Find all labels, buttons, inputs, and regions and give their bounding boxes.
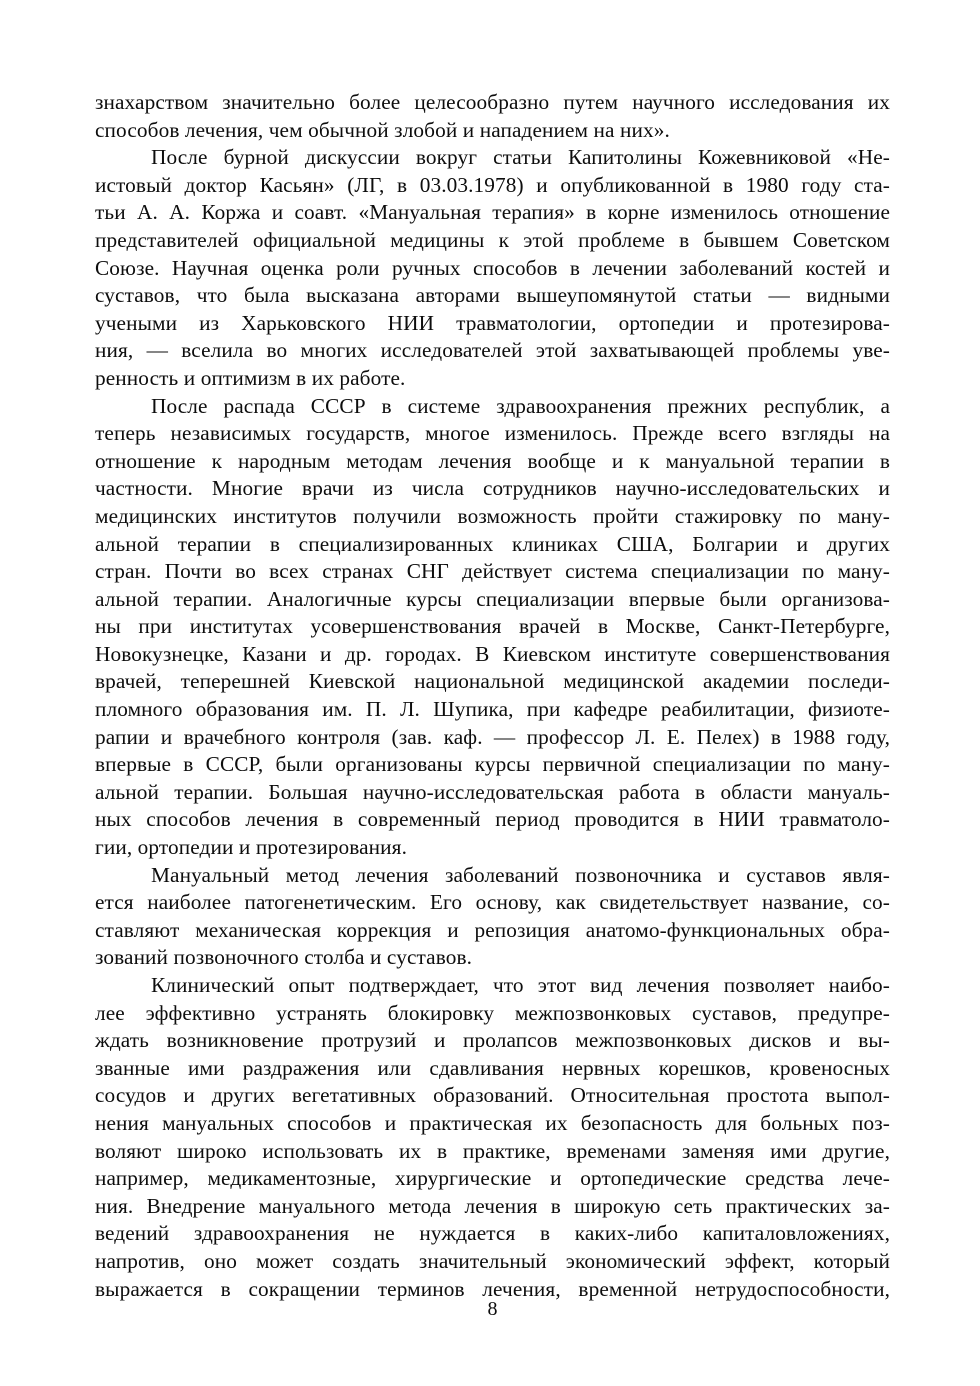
paragraph	[95, 972, 890, 1303]
text-line: ны при институтах усовершенствования врачей в Москве, Санкт-Петербурге,	[95, 614, 890, 639]
text-line: частности. Многие врачи из числа сотрудников научно-исследовательских и	[95, 476, 890, 501]
text-line: нения мануальных способов и практическая их безопасность для больных поз-	[95, 1110, 890, 1135]
text-line: Новокузнецке, Казани и др. городах. В Киевском институте совершенствования	[95, 641, 890, 666]
text-line: врачей, теперешней Киевской национальной медицинской академии последи-	[95, 669, 890, 694]
text-line: тьи А. А. Коржа и соавт. «Мануальная терапия» в корне изменилось отношение	[95, 200, 890, 225]
text-line: альной терапии в специализированных клиниках США, Болгарии и других	[95, 531, 890, 556]
text-line: ведений здравоохранения не нуждается в каких-либо капиталовложениях,	[95, 1221, 890, 1246]
text-line: ренность и оптимизм в их работе.	[95, 365, 406, 390]
text-line: Клинический опыт подтверждает, что этот вид лечения позволяет наибо-	[151, 973, 890, 997]
text-line: гии, ортопедии и протезирования.	[95, 835, 407, 860]
paragraph	[95, 393, 890, 862]
text-line: суставов, что была высказана авторами вышеупомянутой статьи — видными	[95, 283, 890, 308]
text-line: истовый доктор Касьян» (ЛГ, в 03.03.1978) и опубликованной в 1980 году ста-	[95, 172, 890, 197]
text-line: ждать возникновение протрузий и пролапсов межпозвонковых дисков и вы-	[95, 1028, 890, 1053]
text-line: альной терапии. Большая научно-исследовательская работа в области мануаль-	[95, 779, 890, 804]
text-line: зований позвоночного столба и суставов.	[95, 945, 473, 970]
text-line: альной терапии. Аналогичные курсы специализации впервые были организова-	[95, 586, 890, 611]
text-line: сосудов и других вегетативных образований. Относительная простота выпол-	[95, 1083, 890, 1108]
page-number: 8	[487, 1298, 498, 1320]
text-line: стран. Почти во всех странах СНГ действует система специализации по ману-	[95, 559, 890, 584]
text-line: Мануальный метод лечения заболеваний позвоночника и суставов явля-	[151, 862, 890, 887]
text-line: отношение к народным методам лечения вообще и к мануальной терапии в	[95, 448, 890, 473]
text-line: пломного образования им. П. Л. Шупика, при кафедре реабилитации, физиоте-	[95, 697, 890, 722]
text-line: После бурной дискуссии вокруг статьи Капитолины Кожевниковой «Не-	[151, 145, 890, 170]
paragraph	[95, 89, 890, 144]
text-line: например, медикаментозные, хирургические и ортопедические средства лече-	[95, 1166, 890, 1191]
text-line: теперь независимых государств, многое изменилось. Прежде всего взгляды на	[95, 421, 890, 446]
text-line: представителей официальной медицины к этой проблеме в бывшем Советском	[95, 227, 890, 252]
text-line: рапии и врачебного контроля (зав. каф. — профессор Л. Е. Пелех) в 1988 году,	[95, 724, 890, 749]
text-line: званные ими раздражения или сдавливания нервных корешков, кровеносных	[95, 1055, 890, 1080]
text-line: После распада СССР в системе здравоохранения прежних республик, а	[151, 393, 890, 418]
text-line: ется наиболее патогенетическим. Его основу, как свидетельствует название, со-	[95, 890, 890, 915]
text-line: учеными из Харьковского НИИ травматологии, ортопедии и протезирова-	[95, 310, 890, 335]
text-line: ния, — вселила во многих исследователей этой захватывающей проблемы уве-	[95, 338, 890, 363]
text-line: лее эффективно устранять блокировку межпозвонковых суставов, предупре-	[95, 1000, 890, 1025]
text-line: напротив, оно может создать значительный экономический эффект, который	[95, 1248, 890, 1273]
text-line: воляют широко использовать их в практике, временами заменяя ими другие,	[95, 1138, 890, 1163]
paragraph	[95, 862, 890, 972]
text-block	[95, 89, 890, 1303]
text-line: знахарством значительно более целесообразно путем научного исследования их	[95, 90, 890, 114]
text-line: ставляют механическая коррекция и репозиция анатомо-функциональных обра-	[95, 917, 890, 942]
text-line: медицинских институтов получили возможность пройти стажировку по ману-	[95, 503, 890, 528]
text-line: выражается в сокращении терминов лечения, временной нетрудоспособности,	[95, 1276, 890, 1301]
text-line: Союзе. Научная оценка роли ручных способов в лечении заболеваний костей и	[95, 255, 890, 280]
text-line: ния. Внедрение мануального метода лечения в широкую сеть практических за-	[95, 1193, 890, 1218]
text-line: впервые в СССР, были организованы курсы первичной специализации по ману-	[95, 752, 890, 777]
paragraph	[95, 144, 890, 392]
text-line: способов лечения, чем обычной злобой и нападением на них».	[95, 117, 670, 142]
text-line: ных способов лечения в современный период проводится в НИИ травматоло-	[95, 807, 890, 832]
